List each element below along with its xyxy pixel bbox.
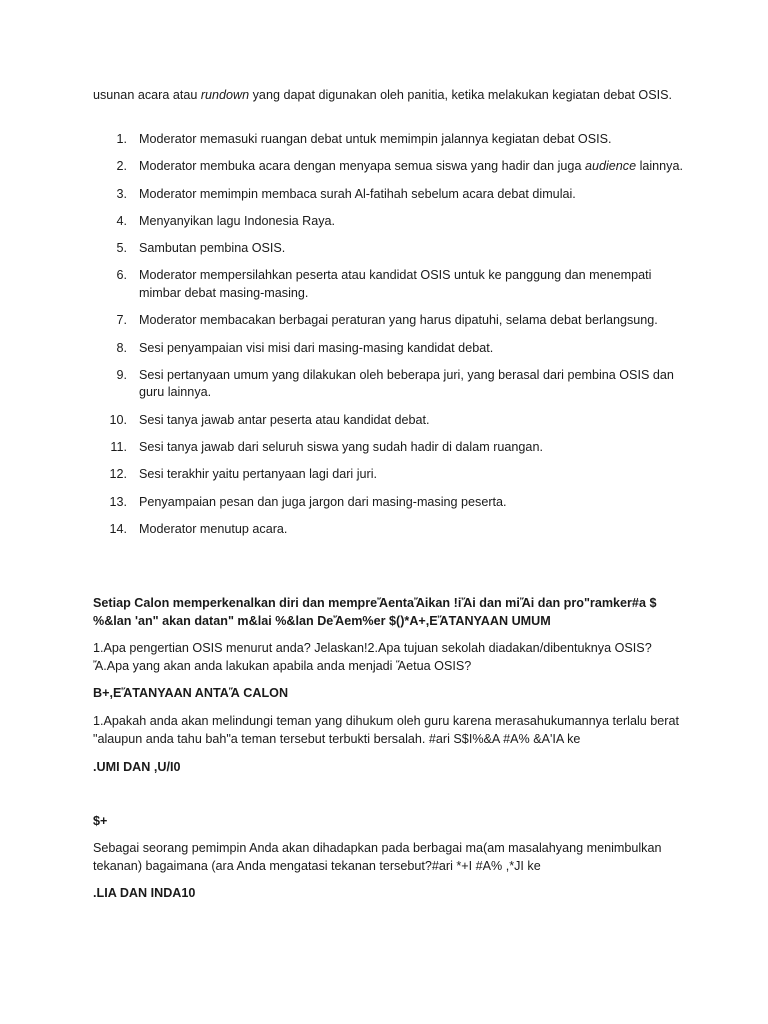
list-item-text: Moderator memasuki ruangan debat untuk memimpin jalannya kegiatan debat OSIS. — [139, 132, 612, 146]
list-item — [93, 466, 683, 484]
list-item — [93, 158, 683, 176]
pemimpin-question: Sebagai seorang pemimpin Anda akan dihadapkan pada berbagai ma(am masalahyang menimbulkan tekanan) bagaimana (ara Anda mengatasi tekanan tersebut?#ari *+I #A% ,*JI ke — [93, 841, 662, 873]
list-item-text: Moderator membacakan berbagai peraturan yang harus dipatuhi, selama debat berlangsung. — [139, 313, 658, 328]
list-item — [93, 312, 683, 330]
intro-text-after: yang dapat digunakan oleh panitia, ketika melakukan kegiatan debat OSIS. — [249, 88, 673, 102]
list-item — [93, 367, 683, 402]
list-item — [93, 521, 683, 539]
umum-questions: 1.Apa pengertian OSIS menurut anda? Jelaskan!2.Apa tujuan sekolah diadakan/dibentuknya OSIS? Ἄ⁠.Apa yang akan anda lakukan apabila anda menjadi Ἅ⁠etua OSIS? — [93, 641, 652, 673]
list-item-number: 8. — [116, 340, 127, 355]
list-item-text: Sambutan pembina OSIS. — [139, 241, 286, 256]
list-item-text: Sesi terakhir yaitu pertanyaan lagi dari juri. — [139, 467, 378, 482]
list-item-number: 4. — [116, 213, 127, 228]
list-item — [93, 131, 683, 149]
list-item — [93, 267, 683, 302]
list-item-text: Sesi pertanyaan umum yang dilakukan oleh beberapa juri, yang berasal dari pembina OSIS dan guru lainnya. — [139, 367, 674, 400]
list-item-text — [139, 158, 683, 176]
list-item-number: 11. — [110, 439, 127, 454]
lia-heading: .LIA DAN INDA10 — [93, 886, 196, 900]
list-item-text-after: lainnya. — [636, 159, 683, 174]
list-item-number: 9. — [116, 367, 127, 382]
list-item-text: Sesi tanya jawab antar peserta atau kandidat debat. — [139, 412, 430, 427]
calon-intro-heading: Setiap Calon memperkenalkan diri dan mempreἌ⁠entaἌ⁠ikan !iἌ⁠i dan miἌ⁠i dan pro"ramker#a $ %&lan 'an" akan datan" m&lai %&lan DeἌ⁠em%er $()*A+,EἍ⁠TANYAAN UMUM — [93, 596, 657, 628]
list-item-text-before: Moderator membuka acara dengan menyapa semua siswa yang hadir dan juga — [139, 159, 585, 174]
intro-paragraph — [93, 87, 683, 105]
list-item — [93, 494, 683, 512]
umi-heading: .UMI DAN ,U/I0 — [93, 760, 181, 774]
antar-calon-heading: B+,EἍ⁠TANYAAN ANTAἍ⁠ CALON — [93, 686, 289, 700]
list-item-text: Menyanyikan lagu Indonesia Raya. — [139, 213, 336, 228]
list-item-number: 2. — [116, 159, 127, 174]
list-item — [93, 412, 683, 430]
list-item-number: 7. — [116, 313, 127, 328]
list-item — [93, 340, 683, 358]
dollar-heading: $+ — [93, 814, 108, 828]
list-item-text: Sesi penyampaian visi misi dari masing-masing kandidat debat. — [139, 340, 494, 355]
agenda-list — [93, 131, 683, 548]
list-item-italic: audience — [584, 159, 637, 174]
list-item-text: Moderator mempersilahkan peserta atau kandidat OSIS untuk ke panggung dan menempati mimbar debat masing-masing. — [139, 268, 652, 300]
list-item-number: 3. — [116, 186, 127, 201]
intro-italic: rundown — [200, 88, 250, 102]
list-item-text: Moderator memimpin membaca surah Al-fatihah sebelum acara debat dimulai. — [139, 186, 576, 201]
list-item-number: 5. — [116, 241, 127, 256]
list-item-number: 12. — [109, 467, 127, 482]
list-item — [93, 439, 683, 457]
list-item — [93, 186, 683, 204]
antar-calon-question: 1.Apakah anda akan melindungi teman yang dihukum oleh guru karena merasahukumannya terlalu berat "alaupun anda tahu bah"a teman tersebut terbukti bersalah. #ari S$I%&A #A% &A'IA ke — [93, 714, 679, 746]
list-item-number: 13. — [109, 494, 127, 509]
list-item-number: 14. — [109, 521, 127, 536]
list-item-text: Moderator menutup acara. — [139, 521, 288, 536]
list-item-number: 6. — [116, 268, 127, 283]
list-item-number: 10. — [109, 412, 127, 427]
list-item — [93, 240, 683, 258]
list-item-text: Sesi tanya jawab dari seluruh siswa yang sudah hadir di dalam ruangan. — [139, 439, 543, 454]
list-item-number: 1. — [116, 132, 127, 146]
list-item-text: Penyampaian pesan dan juga jargon dari masing-masing peserta. — [139, 494, 507, 509]
intro-text-before: usunan acara atau — [93, 88, 201, 102]
list-item — [93, 213, 683, 231]
